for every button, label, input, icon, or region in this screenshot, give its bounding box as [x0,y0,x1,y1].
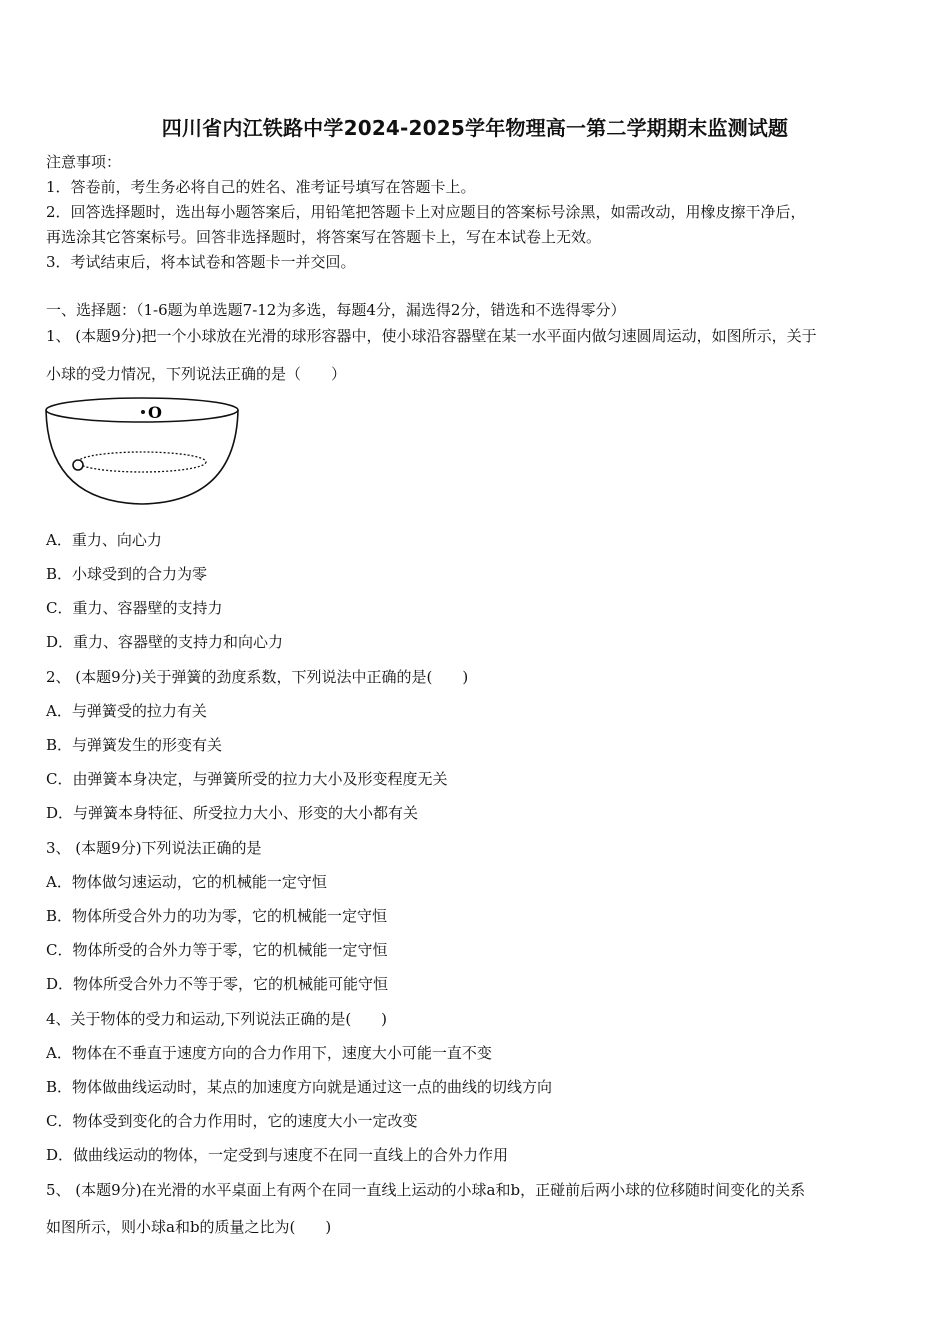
question-1-option-b: B．小球受到的合力为零 [46,565,208,583]
question-4-stem: 4、关于物体的受力和运动,下列说法正确的是( ) [46,1010,388,1028]
question-2-option-c: C．由弹簧本身决定，与弹簧所受的拉力大小及形变程度无关 [46,770,448,788]
question-4-option-d: D．做曲线运动的物体，一定受到与速度不在同一直线上的合外力作用 [46,1146,509,1164]
notice-item-3: 3．考试结束后，将本试卷和答题卡一并交回。 [46,253,356,271]
question-1-option-d: D．重力、容器壁的支持力和向心力 [46,633,284,651]
question-3-stem: 3、 (本题9分)下列说法正确的是 [46,839,262,857]
question-2-option-b: B．与弹簧发生的形变有关 [46,736,223,754]
question-5-stem: 5、 (本题9分)在光滑的水平桌面上有两个在同一直线上运动的小球a和b，正碰前后两小球的位移随时间变化的关系 [46,1181,806,1199]
question-3-option-d: D．物体所受合外力不等于零，它的机械能可能守恒 [46,975,389,993]
bowl-diagram [44,394,244,510]
question-4-option-a: A．物体在不垂直于速度方向的合力作用下，速度大小可能一直不变 [46,1044,492,1062]
question-3-option-b: B．物体所受合外力的功为零，它的机械能一定守恒 [46,907,388,925]
bowl-rim [46,398,238,422]
question-2-stem: 2、 (本题9分)关于弹簧的劲度系数，下列说法中正确的是( ) [46,668,469,686]
question-4-option-c: C．物体受到变化的合力作用时，它的速度大小一定改变 [46,1112,418,1130]
question-4-option-b: B．物体做曲线运动时，某点的加速度方向就是通过这一点的曲线的切线方向 [46,1078,553,1096]
ball [73,460,83,470]
question-3-option-a: A．物体做匀速运动，它的机械能一定守恒 [46,873,327,891]
section-heading: 一、选择题：（1-6题为单选题7-12为多选，每题4分，漏选得2分，错选和不选得零分） [46,301,626,319]
bowl-wall [46,410,238,504]
center-label: O [148,403,162,422]
question-3-option-c: C．物体所受的合外力等于零，它的机械能一定守恒 [46,941,388,959]
question-1-stem-cont: 小球的受力情况，下列说法正确的是（ ） [46,365,347,383]
question-1-option-c: C．重力、容器壁的支持力 [46,599,223,617]
question-5-stem-cont: 如图所示，则小球a和b的质量之比为( ) [46,1218,332,1236]
question-2-option-d: D．与弹簧本身特征、所受拉力大小、形变的大小都有关 [46,804,419,822]
bowl-figure [44,394,244,510]
page-title: 四川省内江铁路中学2024-2025学年物理高一第二学期期末监测试题 [161,116,789,140]
notice-item-2: 2．回答选择题时，选出每小题答案后，用铅笔把答题卡上对应题目的答案标号涂黑，如需改动，用橡皮擦干净后， [46,203,806,221]
notice-item-2-cont: 再选涂其它答案标号。回答非选择题时，将答案写在答题卡上，写在本试卷上无效。 [46,228,602,246]
question-2-option-a: A．与弹簧受的拉力有关 [46,702,207,720]
orbit-circle [78,452,206,472]
question-1-stem: 1、 (本题9分)把一个小球放在光滑的球形容器中，使小球沿容器壁在某一水平面内做匀速圆周运动，如图所示，关于 [46,327,817,345]
notice-heading: 注意事项： [46,153,122,171]
question-1-option-a: A．重力、向心力 [46,531,162,549]
notice-item-1: 1．答卷前，考生务必将自己的姓名、准考证号填写在答题卡上。 [46,178,476,196]
center-dot [141,410,145,414]
